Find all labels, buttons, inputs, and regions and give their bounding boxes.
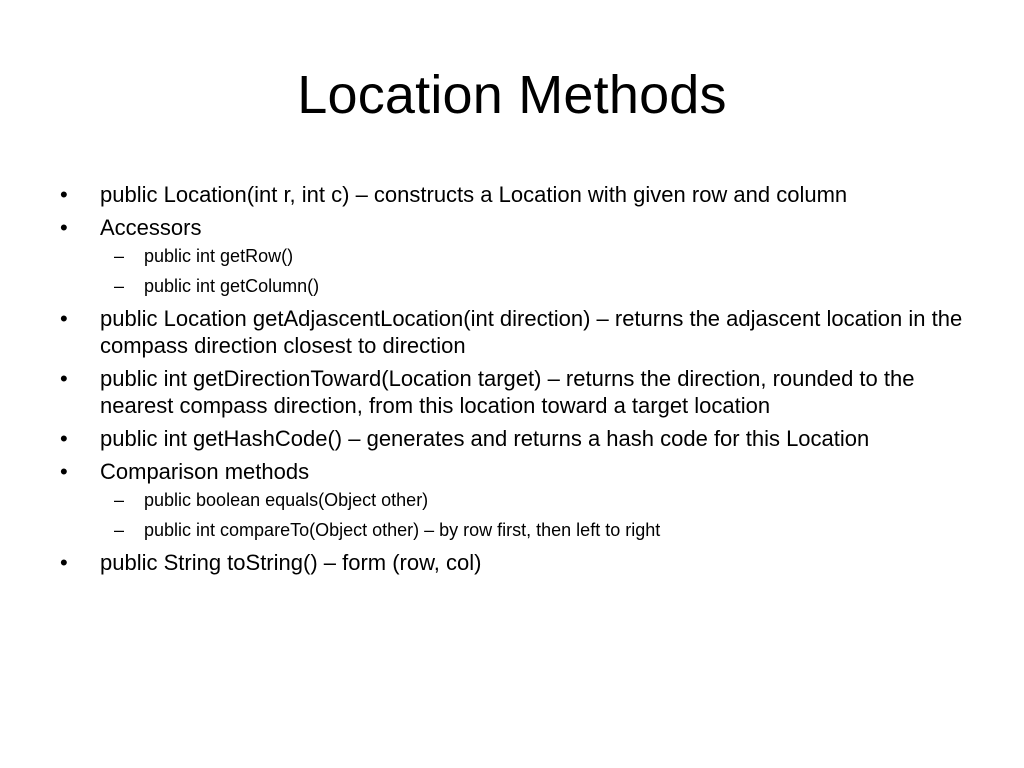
bullet-item-comparison	[60, 458, 980, 541]
sub-item-text: public int compareTo(Object other) – by row first, then left to right	[144, 520, 661, 540]
bullet-marker: •	[60, 459, 68, 484]
bullet-marker: •	[60, 306, 68, 331]
bullet-marker: •	[60, 366, 68, 391]
bullet-marker: •	[60, 215, 68, 240]
bullet-item-constructor	[60, 181, 980, 208]
slide-title: Location Methods	[297, 65, 727, 125]
sub-bullet-marker: –	[114, 490, 125, 510]
bullet-item-hash-code	[60, 425, 980, 452]
sub-item-compareto	[100, 519, 980, 541]
bullet-list	[60, 181, 980, 582]
sub-item-getrow	[100, 245, 980, 267]
bullet-text: Accessors	[100, 215, 202, 240]
sub-item-equals	[100, 489, 980, 511]
bullet-text: public String toString() – form (row, col)	[100, 550, 482, 575]
sub-item-getcolumn	[100, 275, 980, 297]
bullet-text: public Location(int r, int c) – constructs a Location with given row and column	[100, 182, 848, 207]
bullet-item-tostring	[60, 549, 980, 576]
bullet-marker: •	[60, 550, 68, 575]
bullet-marker: •	[60, 182, 68, 207]
bullet-marker: •	[60, 426, 68, 451]
sub-bullet-marker: –	[114, 520, 125, 540]
bullet-text: public int getDirectionToward(Location target) – returns the direction, rounded to the nearest compass direction, from this location toward a target location	[100, 366, 915, 418]
sub-item-text: public int getColumn()	[144, 276, 320, 296]
bullet-item-accessors	[60, 214, 980, 297]
bullet-text: Comparison methods	[100, 459, 310, 484]
sub-bullet-marker: –	[114, 246, 125, 266]
bullet-text: public int getHashCode() – generates and returns a hash code for this Location	[100, 426, 870, 451]
sub-item-text: public int getRow()	[144, 246, 294, 266]
bullet-item-direction-toward	[60, 365, 980, 419]
bullet-item-adjacent-location	[60, 305, 980, 359]
sub-list	[100, 489, 980, 541]
sub-item-text: public boolean equals(Object other)	[144, 490, 429, 510]
sub-list	[100, 245, 980, 297]
sub-bullet-marker: –	[114, 276, 125, 296]
bullet-text: public Location getAdjascentLocation(int direction) – returns the adjascent location in the compass direction closest to direction	[100, 306, 963, 358]
